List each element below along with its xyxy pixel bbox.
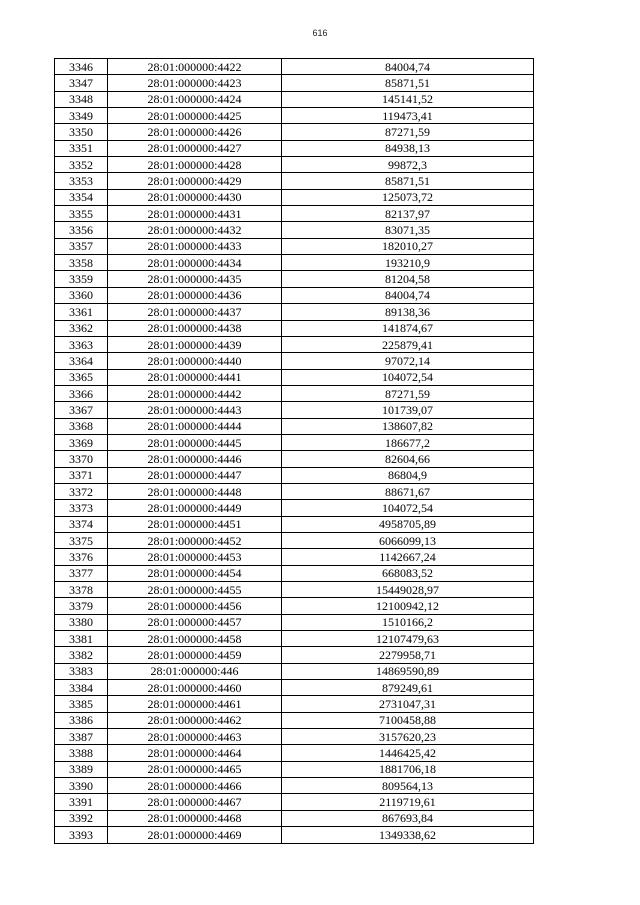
table-row <box>55 304 534 320</box>
table-row <box>55 369 534 385</box>
cadastral-number-cell: 28:01:000000:4465 <box>108 761 282 777</box>
table-row <box>55 434 534 450</box>
value-cell: 14869590,89 <box>282 663 534 679</box>
table-row <box>55 729 534 745</box>
cadastral-number-cell: 28:01:000000:4469 <box>108 827 282 843</box>
row-number-cell: 3363 <box>55 336 108 352</box>
cadastral-number-cell: 28:01:000000:4433 <box>108 238 282 254</box>
row-number-cell: 3384 <box>55 680 108 696</box>
row-number-cell: 3351 <box>55 140 108 156</box>
value-cell: 809564,13 <box>282 778 534 794</box>
table-body <box>55 59 534 844</box>
row-number-cell: 3378 <box>55 582 108 598</box>
row-number-cell: 3392 <box>55 810 108 826</box>
cadastral-number-cell: 28:01:000000:4434 <box>108 255 282 271</box>
row-number-cell: 3349 <box>55 108 108 124</box>
value-cell: 87271,59 <box>282 385 534 401</box>
value-cell: 182010,27 <box>282 238 534 254</box>
row-number-cell: 3367 <box>55 402 108 418</box>
cadastral-number-cell: 28:01:000000:4456 <box>108 598 282 614</box>
cadastral-number-cell: 28:01:000000:4443 <box>108 402 282 418</box>
row-number-cell: 3369 <box>55 434 108 450</box>
cadastral-number-cell: 28:01:000000:4444 <box>108 418 282 434</box>
row-number-cell: 3356 <box>55 222 108 238</box>
table-row <box>55 451 534 467</box>
row-number-cell: 3360 <box>55 287 108 303</box>
cadastral-number-cell: 28:01:000000:4430 <box>108 189 282 205</box>
row-number-cell: 3362 <box>55 320 108 336</box>
table-row <box>55 238 534 254</box>
value-cell: 82604,66 <box>282 451 534 467</box>
row-number-cell: 3386 <box>55 712 108 728</box>
cadastral-number-cell: 28:01:000000:4446 <box>108 451 282 467</box>
value-cell: 84938,13 <box>282 140 534 156</box>
cadastral-number-cell: 28:01:000000:4422 <box>108 59 282 75</box>
row-number-cell: 3393 <box>55 827 108 843</box>
table-row <box>55 483 534 499</box>
cadastral-number-cell: 28:01:000000:4452 <box>108 532 282 548</box>
cadastral-number-cell: 28:01:000000:4429 <box>108 173 282 189</box>
value-cell: 668083,52 <box>282 565 534 581</box>
row-number-cell: 3370 <box>55 451 108 467</box>
value-cell: 101739,07 <box>282 402 534 418</box>
value-cell: 104072,54 <box>282 369 534 385</box>
value-cell: 82137,97 <box>282 206 534 222</box>
cadastral-number-cell: 28:01:000000:4458 <box>108 631 282 647</box>
row-number-cell: 3365 <box>55 369 108 385</box>
row-number-cell: 3381 <box>55 631 108 647</box>
row-number-cell: 3366 <box>55 385 108 401</box>
table-row <box>55 712 534 728</box>
value-cell: 145141,52 <box>282 91 534 107</box>
row-number-cell: 3368 <box>55 418 108 434</box>
cadastral-number-cell: 28:01:000000:4468 <box>108 810 282 826</box>
value-cell: 87271,59 <box>282 124 534 140</box>
row-number-cell: 3374 <box>55 516 108 532</box>
value-cell: 15449028,97 <box>282 582 534 598</box>
cadastral-number-cell: 28:01:000000:4447 <box>108 467 282 483</box>
row-number-cell: 3387 <box>55 729 108 745</box>
cadastral-number-cell: 28:01:000000:4426 <box>108 124 282 140</box>
table-row <box>55 385 534 401</box>
row-number-cell: 3352 <box>55 157 108 173</box>
cadastral-number-cell: 28:01:000000:4435 <box>108 271 282 287</box>
cadastral-number-cell: 28:01:000000:4440 <box>108 353 282 369</box>
value-cell: 83071,35 <box>282 222 534 238</box>
table-row <box>55 173 534 189</box>
table-row <box>55 778 534 794</box>
table-row <box>55 189 534 205</box>
table-row <box>55 140 534 156</box>
value-cell: 6066099,13 <box>282 532 534 548</box>
cadastral-number-cell: 28:01:000000:4449 <box>108 500 282 516</box>
cadastral-number-cell: 28:01:000000:4436 <box>108 287 282 303</box>
row-number-cell: 3359 <box>55 271 108 287</box>
table-row <box>55 614 534 630</box>
value-cell: 3157620,23 <box>282 729 534 745</box>
table-row <box>55 565 534 581</box>
value-cell: 104072,54 <box>282 500 534 516</box>
table-row <box>55 418 534 434</box>
row-number-cell: 3390 <box>55 778 108 794</box>
row-number-cell: 3377 <box>55 565 108 581</box>
row-number-cell: 3364 <box>55 353 108 369</box>
value-cell: 119473,41 <box>282 108 534 124</box>
cadastral-number-cell: 28:01:000000:4423 <box>108 75 282 91</box>
row-number-cell: 3391 <box>55 794 108 810</box>
cadastral-number-cell: 28:01:000000:4461 <box>108 696 282 712</box>
cadastral-number-cell: 28:01:000000:4467 <box>108 794 282 810</box>
table-row <box>55 320 534 336</box>
cadastral-number-cell: 28:01:000000:4432 <box>108 222 282 238</box>
row-number-cell: 3375 <box>55 532 108 548</box>
cadastral-number-cell: 28:01:000000:4462 <box>108 712 282 728</box>
row-number-cell: 3383 <box>55 663 108 679</box>
table-row <box>55 827 534 843</box>
table-row <box>55 663 534 679</box>
value-cell: 89138,36 <box>282 304 534 320</box>
value-cell: 84004,74 <box>282 287 534 303</box>
value-cell: 85871,51 <box>282 173 534 189</box>
value-cell: 1142667,24 <box>282 549 534 565</box>
value-cell: 1349338,62 <box>282 827 534 843</box>
value-cell: 193210,9 <box>282 255 534 271</box>
table-row <box>55 271 534 287</box>
table-row <box>55 336 534 352</box>
value-cell: 85871,51 <box>282 75 534 91</box>
table-row <box>55 222 534 238</box>
row-number-cell: 3385 <box>55 696 108 712</box>
value-cell: 2119719,61 <box>282 794 534 810</box>
cadastral-number-cell: 28:01:000000:4445 <box>108 434 282 450</box>
table-row <box>55 206 534 222</box>
row-number-cell: 3379 <box>55 598 108 614</box>
value-cell: 141874,67 <box>282 320 534 336</box>
table-row <box>55 255 534 271</box>
value-cell: 4958705,89 <box>282 516 534 532</box>
row-number-cell: 3382 <box>55 647 108 663</box>
table-row <box>55 631 534 647</box>
table-row <box>55 745 534 761</box>
table-row <box>55 353 534 369</box>
value-cell: 12100942,12 <box>282 598 534 614</box>
table-row <box>55 532 534 548</box>
cadastral-number-cell: 28:01:000000:4439 <box>108 336 282 352</box>
table-row <box>55 582 534 598</box>
value-cell: 1510166,2 <box>282 614 534 630</box>
cadastral-number-cell: 28:01:000000:4454 <box>108 565 282 581</box>
value-cell: 879249,61 <box>282 680 534 696</box>
value-cell: 86804,9 <box>282 467 534 483</box>
row-number-cell: 3357 <box>55 238 108 254</box>
row-number-cell: 3388 <box>55 745 108 761</box>
cadastral-number-cell: 28:01:000000:4428 <box>108 157 282 173</box>
cadastral-number-cell: 28:01:000000:4459 <box>108 647 282 663</box>
value-cell: 1881706,18 <box>282 761 534 777</box>
value-cell: 125073,72 <box>282 189 534 205</box>
table-row <box>55 794 534 810</box>
table-row <box>55 124 534 140</box>
table-row <box>55 467 534 483</box>
table-row <box>55 91 534 107</box>
row-number-cell: 3355 <box>55 206 108 222</box>
cadastral-number-cell: 28:01:000000:4427 <box>108 140 282 156</box>
table-row <box>55 696 534 712</box>
table-row <box>55 75 534 91</box>
cadastral-number-cell: 28:01:000000:4453 <box>108 549 282 565</box>
cadastral-number-cell: 28:01:000000:4464 <box>108 745 282 761</box>
value-cell: 81204,58 <box>282 271 534 287</box>
cadastral-number-cell: 28:01:000000:4455 <box>108 582 282 598</box>
row-number-cell: 3353 <box>55 173 108 189</box>
table-row <box>55 680 534 696</box>
value-cell: 867693,84 <box>282 810 534 826</box>
cadastral-number-cell: 28:01:000000:446 <box>108 663 282 679</box>
row-number-cell: 3348 <box>55 91 108 107</box>
value-cell: 97072,14 <box>282 353 534 369</box>
value-cell: 12107479,63 <box>282 631 534 647</box>
row-number-cell: 3361 <box>55 304 108 320</box>
value-cell: 88671,67 <box>282 483 534 499</box>
cadastral-number-cell: 28:01:000000:4438 <box>108 320 282 336</box>
cadastral-number-cell: 28:01:000000:4451 <box>108 516 282 532</box>
row-number-cell: 3354 <box>55 189 108 205</box>
table-row <box>55 500 534 516</box>
cadastral-number-cell: 28:01:000000:4466 <box>108 778 282 794</box>
value-cell: 2279958,71 <box>282 647 534 663</box>
value-cell: 1446425,42 <box>282 745 534 761</box>
value-cell: 99872,3 <box>282 157 534 173</box>
cadastral-number-cell: 28:01:000000:4457 <box>108 614 282 630</box>
value-cell: 225879,41 <box>282 336 534 352</box>
cadastral-number-cell: 28:01:000000:4441 <box>108 369 282 385</box>
table-row <box>55 647 534 663</box>
cadastral-number-cell: 28:01:000000:4431 <box>108 206 282 222</box>
cadastral-number-cell: 28:01:000000:4448 <box>108 483 282 499</box>
table-row <box>55 157 534 173</box>
table-row <box>55 287 534 303</box>
row-number-cell: 3350 <box>55 124 108 140</box>
table-row <box>55 108 534 124</box>
table-row <box>55 516 534 532</box>
cadastral-number-cell: 28:01:000000:4463 <box>108 729 282 745</box>
cadastral-number-cell: 28:01:000000:4425 <box>108 108 282 124</box>
row-number-cell: 3380 <box>55 614 108 630</box>
row-number-cell: 3376 <box>55 549 108 565</box>
row-number-cell: 3358 <box>55 255 108 271</box>
row-number-cell: 3347 <box>55 75 108 91</box>
row-number-cell: 3373 <box>55 500 108 516</box>
cadastral-number-cell: 28:01:000000:4442 <box>108 385 282 401</box>
table-row <box>55 402 534 418</box>
row-number-cell: 3372 <box>55 483 108 499</box>
value-cell: 2731047,31 <box>282 696 534 712</box>
row-number-cell: 3371 <box>55 467 108 483</box>
value-cell: 7100458,88 <box>282 712 534 728</box>
cadastral-number-cell: 28:01:000000:4460 <box>108 680 282 696</box>
table-row <box>55 59 534 75</box>
table-row <box>55 549 534 565</box>
table-row <box>55 761 534 777</box>
value-cell: 138607,82 <box>282 418 534 434</box>
row-number-cell: 3346 <box>55 59 108 75</box>
value-cell: 186677,2 <box>282 434 534 450</box>
table-row <box>55 810 534 826</box>
cadastral-table <box>54 58 534 844</box>
page-number: 616 <box>312 28 328 38</box>
cadastral-number-cell: 28:01:000000:4437 <box>108 304 282 320</box>
cadastral-number-cell: 28:01:000000:4424 <box>108 91 282 107</box>
value-cell: 84004,74 <box>282 59 534 75</box>
row-number-cell: 3389 <box>55 761 108 777</box>
table-row <box>55 598 534 614</box>
